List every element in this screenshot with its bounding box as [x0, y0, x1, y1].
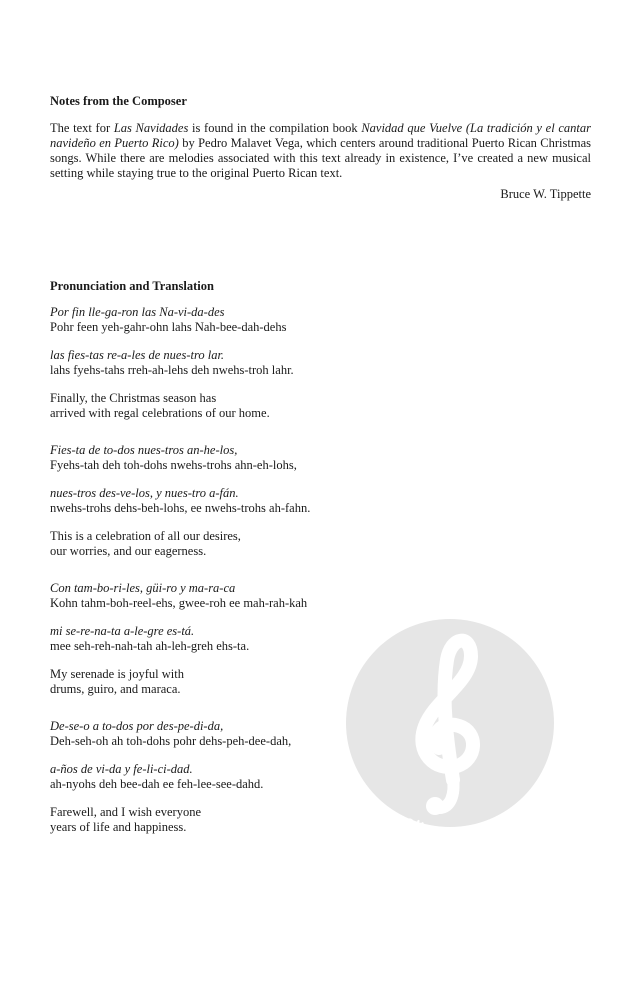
lyric-pair — [50, 486, 610, 516]
phonetic-line: ah-nyohs deh bee-dah ee feh-lee-see-dahd. — [50, 777, 264, 791]
notes-text-run: by Pedro Malavet Vega, which centers around traditional Puerto Rican Christmas songs. While there are melodies associated with this text already in existence, I’ve created a new musical setting while staying true to the original Puerto Rican text. — [50, 136, 591, 180]
lyric-pair — [50, 305, 610, 335]
phonetic-line: Deh-seh-oh ah toh-dohs pohr dehs-peh-dee-dah, — [50, 734, 292, 748]
translation-line: This is a celebration of all our desires, — [50, 529, 241, 543]
composer-signature: Bruce W. Tippette — [500, 187, 591, 201]
notes-heading: Notes from the Composer — [50, 94, 187, 108]
spanish-lyric-line: De-se-o a to-dos por des-pe-di-da, — [50, 719, 224, 733]
pronunciation-heading: Pronunciation and Translation — [50, 279, 214, 293]
translation-line: drums, guiro, and maraca. — [50, 682, 181, 696]
lyric-pair — [50, 443, 610, 473]
composer-notes-paragraph — [50, 121, 591, 181]
spanish-lyric-line: Fies-ta de to-dos nues-tros an-he-los, — [50, 443, 238, 457]
spanish-lyric-line: Con tam-bo-ri-les, güi-ro y ma-ra-ca — [50, 581, 236, 595]
translation-line: Finally, the Christmas season has — [50, 391, 217, 405]
stanza — [50, 443, 610, 559]
translation-line: arrived with regal celebrations of our home. — [50, 406, 270, 420]
watermark-logo — [343, 602, 557, 844]
translation-line: our worries, and our eagerness. — [50, 544, 207, 558]
spanish-lyric-line: nues-tros des-ve-los, y nues-tro a-fán. — [50, 486, 239, 500]
translation-line: My serenade is joyful with — [50, 667, 185, 681]
spanish-lyric-line: las fies-tas re-a-les de nues-tro lar. — [50, 348, 225, 362]
translation-line: years of life and happiness. — [50, 820, 187, 834]
translation-line: Farewell, and I wish everyone — [50, 805, 201, 819]
spanish-lyric-line: Por fin lle-ga-ron las Na-vi-da-des — [50, 305, 225, 319]
stanza — [50, 305, 610, 421]
notes-text-run: is found in the compilation book — [188, 121, 362, 135]
english-translation — [50, 529, 610, 559]
spanish-lyric-line: a-ños de vi-da y fe-li-ci-dad. — [50, 762, 193, 776]
notes-title-italic: Navidad que Vuelve (La tradición y el cantar navideño en Puerto Rico) — [50, 121, 591, 150]
phonetic-line: nwehs-trohs dehs-beh-lohs, ee nwehs-trohs ah-fahn. — [50, 501, 311, 515]
phonetic-line: Pohr feen yeh-gahr-ohn lahs Nah-bee-dah-dehs — [50, 320, 287, 334]
phonetic-line: mee seh-reh-nah-tah ah-leh-greh ehs-ta. — [50, 639, 250, 653]
phonetic-line: Kohn tahm-boh-reel-ehs, gwee-roh ee mah-rah-kah — [50, 596, 308, 610]
lyric-pair — [50, 348, 610, 378]
phonetic-line: lahs fyehs-tahs rreh-ah-lehs deh nwehs-troh lahr. — [50, 363, 294, 377]
notes-title-italic: Las Navidades — [113, 121, 189, 135]
english-translation — [50, 391, 610, 421]
notes-text-run: The text for — [50, 121, 114, 135]
phonetic-line: Fyehs-tah deh toh-dohs nwehs-trohs ahn-eh-lohs, — [50, 458, 297, 472]
spanish-lyric-line: mi se-re-na-ta a-le-gre es-tá. — [50, 624, 195, 638]
watermark-text: alle-noten.de — [401, 812, 505, 844]
